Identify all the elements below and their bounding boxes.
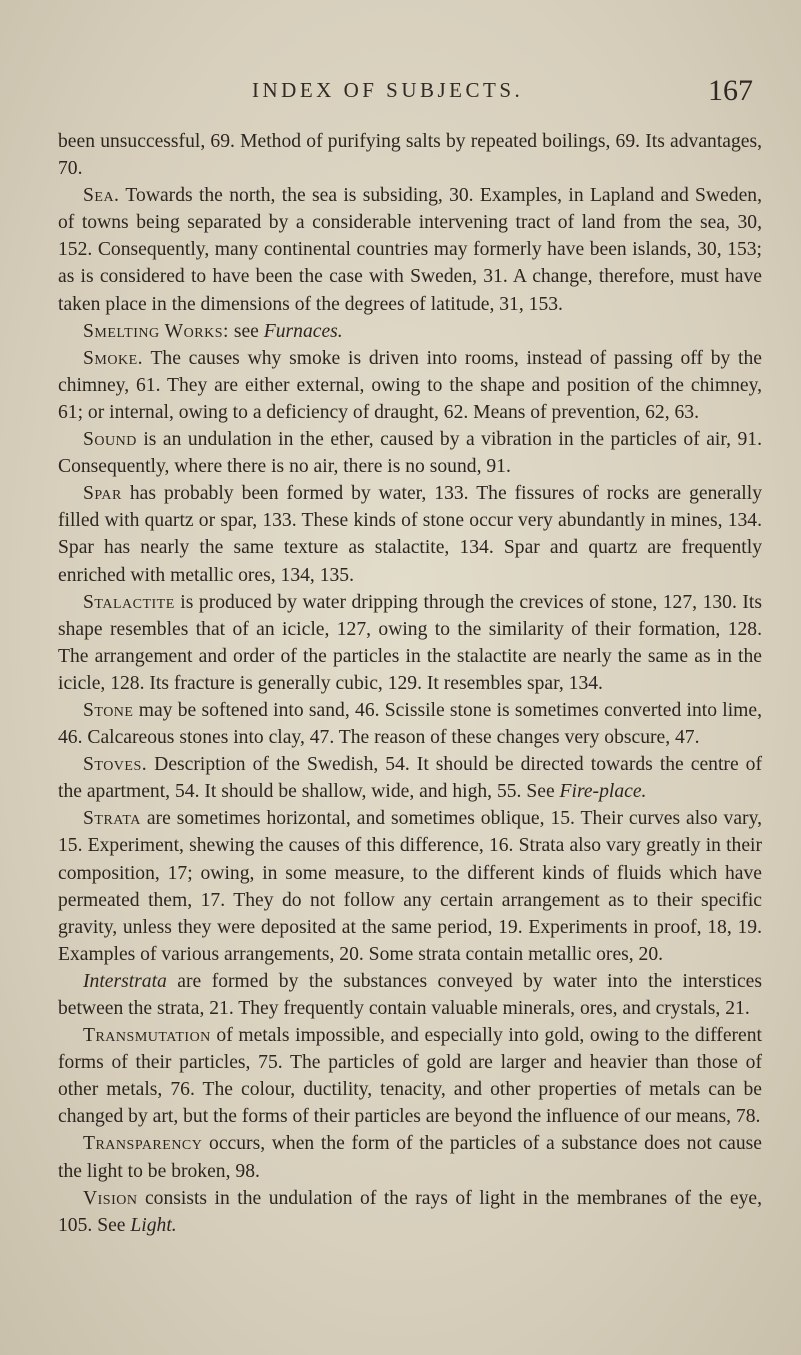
entry-term: Smoke. [83,347,144,369]
index-entry [58,426,762,480]
index-entry [58,589,762,697]
entry-term: Spar [83,483,122,505]
entry-text: are formed by the substances conveyed by water into the interstices between the strata, 21. They frequently contain valuable minerals, ores, and crystals, 21. [58,970,762,1019]
index-entry [58,1185,762,1239]
entry-text: Towards the north, the sea is subsiding, 30. Examples, in Lapland and Sweden, of towns being separated by a considerable intervening tract of land from the sea, 30, 152. Consequently, many continental countries may formerly have been islands, 30, 153; as is considered to have been the case with Sweden, 31. A change, therefore, must have taken place in the dimensions of the degrees of latitude, 31, 153. [58,185,762,315]
entry-term: Transparency [83,1133,203,1155]
entry-text: is an undulation in the ether, caused by a vibration in the particles of air, 91. Consequently, where there is no air, there is no sound, 91. [58,429,762,478]
index-entry [58,480,762,588]
entry-text: has probably been formed by water, 133. The fissures of rocks are generally filled with quartz or spar, 133. These kinds of stone occur very abundantly in mines, 134. Spar has nearly the same texture as stalactite, 134. Spar and quartz are frequently enriched with metallic ores, 134, 135. [58,483,762,586]
entry-reference: Light. [130,1214,177,1236]
running-head [0,74,801,114]
index-entry [58,697,762,751]
entry-term: Transmutation [83,1025,211,1047]
index-entry [58,128,762,182]
entry-text: may be softened into sand, 46. Scissile stone is sometimes converted into lime, 46. Calcareous stones into clay, 47. The reason of these changes very obscure, 47. [58,699,762,749]
entry-term: Strata [83,808,141,830]
entry-text: occurs, when the form of the particles of a substance does not cause the light to be broken, 98. [58,1133,762,1182]
index-entry [58,318,762,345]
index-entry [58,751,762,805]
entry-reference: Fire-place. [559,781,647,803]
entry-term: Sound [83,429,137,451]
index-entry [58,805,762,968]
index-body [58,128,762,1239]
entry-term: Stalactite [83,591,175,613]
entry-term: Vision [83,1187,138,1209]
entry-text: see [228,320,264,342]
running-head-title: INDEX OF SUBJECTS. [252,78,524,102]
entry-text: been unsuccessful, 69. Method of purifying salts by repeated boilings, 69. Its advantages, 70. [58,131,762,180]
entry-text: consists in the undulation of the rays of light in the membranes of the eye, 105. See [58,1187,762,1236]
entry-term: Stone [83,699,134,721]
entry-term: Sea. [83,185,120,207]
index-entry [58,968,762,1022]
entry-term: Smelting Works: [83,320,229,342]
entry-text: is produced by water dripping through the crevices of stone, 127, 130. Its shape resembles that of an icicle, 127, owing to the similarity of their formation, 128. The arrangement and order of the particles in the stalactite are nearly the same as in the icicle, 128. Its fracture is generally cubic, 129. It resembles spar, 134. [58,591,762,694]
entry-reference: Furnaces. [263,320,343,342]
page-number: 167 [708,74,753,107]
index-entry [58,1022,762,1130]
index-entry [58,1130,762,1184]
entry-text: Description of the Swedish, 54. It should be directed towards the centre of the apartment, 54. It should be shallow, wide, and high, 55. See [58,754,762,803]
entry-term: Stoves. [83,754,148,776]
entry-text: of metals impossible, and especially into gold, owing to the different forms of their particles, 75. The particles of gold are larger and heavier than those of other metals, 76. The colour, ductility, tenacity, and other properties of metals can be changed by art, but the forms of their particles are beyond the influence of our means, 78. [58,1025,762,1128]
entry-text: are sometimes horizontal, and sometimes oblique, 15. Their curves also vary, 15. Experiment, shewing the causes of this difference, 16. Strata also vary greatly in their composition, 17; owing, in some measure, to the different kinds of fluids which have permeated them, 17. They do not follow any certain arrangement as to their specific gravity, unless they were deposited at the same period, 19. Experiments in proof, 18, 19. Examples of various arrangements, 20. Some strata contain metallic ores, 20. [58,808,762,965]
entry-text: The causes why smoke is driven into rooms, instead of passing off by the chimney, 61. They are either external, owing to the shape and position of the chimney, 61; or internal, owing to a deficiency of draught, 62. Means of prevention, 62, 63. [58,347,762,423]
index-entry [58,182,762,317]
entry-reference: Interstrata [83,970,167,992]
index-entry [58,345,762,426]
